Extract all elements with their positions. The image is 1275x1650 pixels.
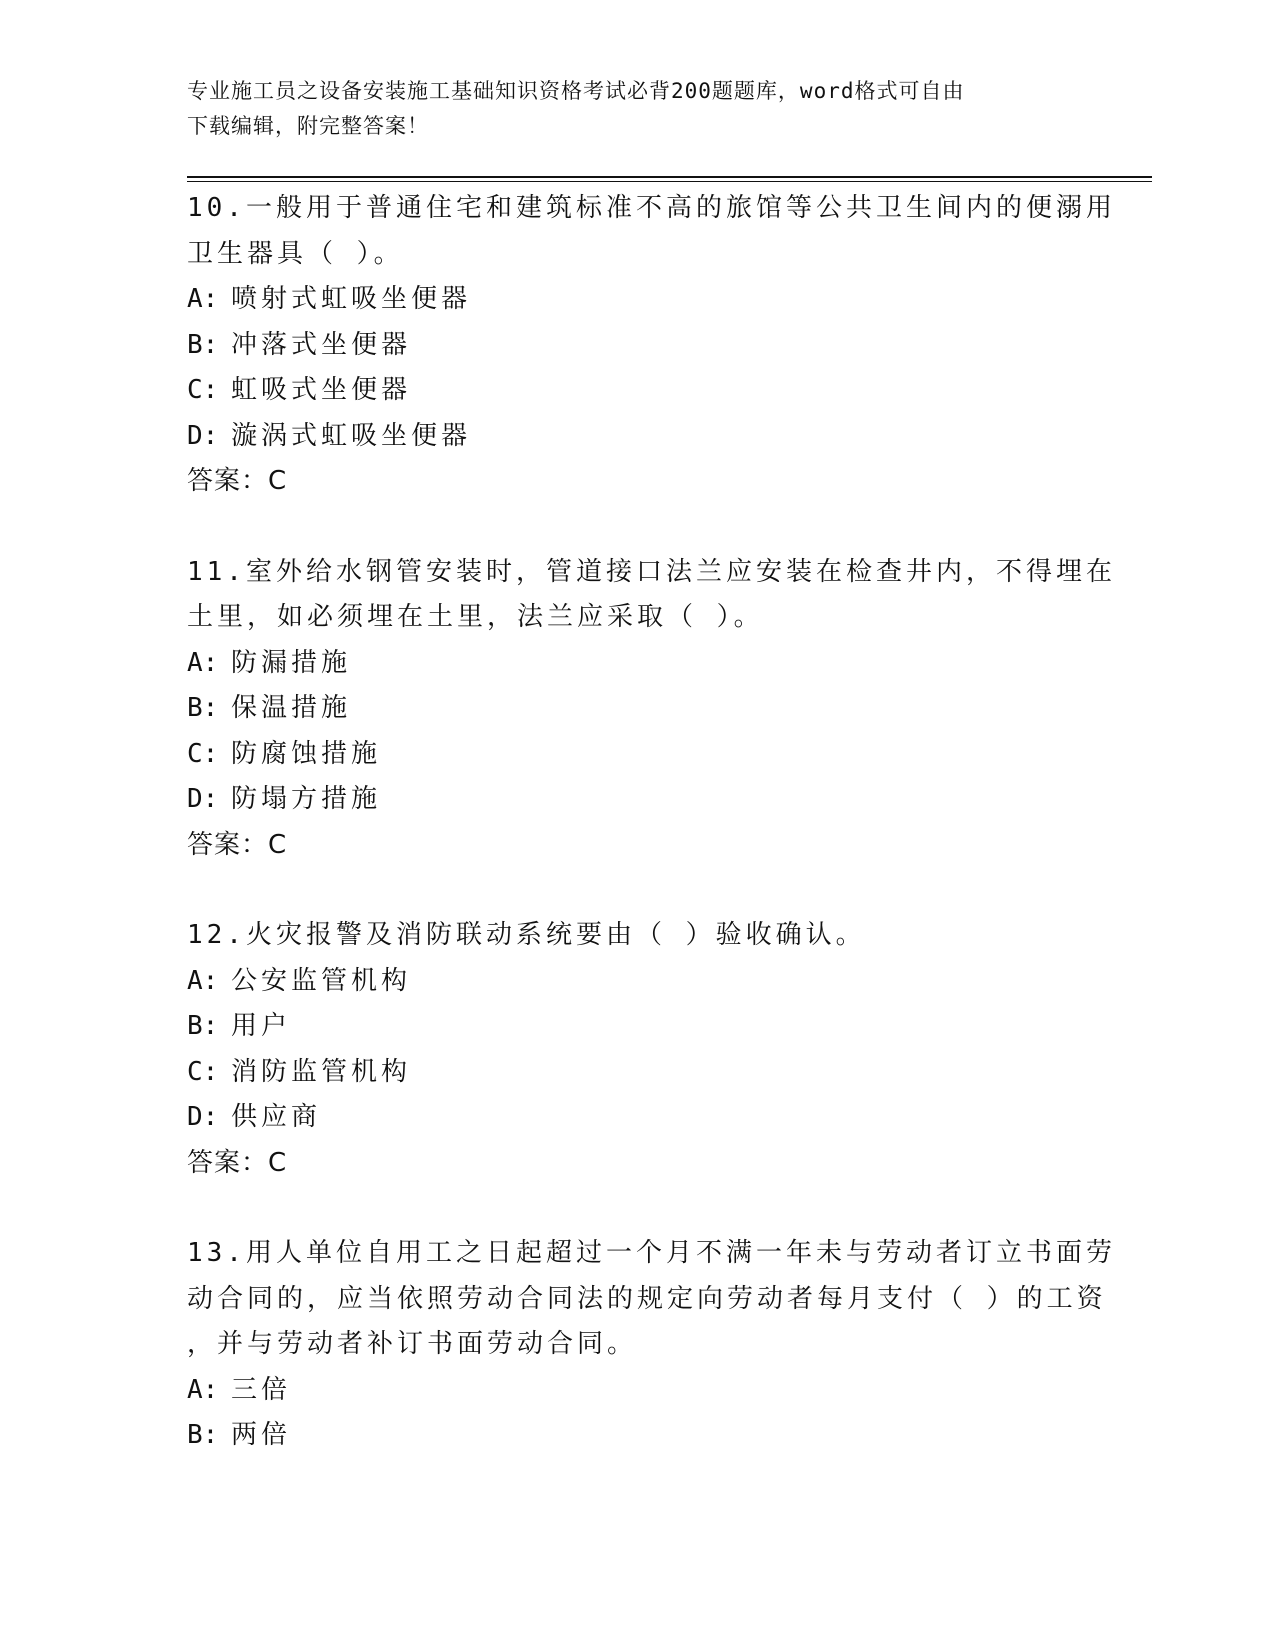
option-text: 供应商 [231, 1102, 322, 1132]
header-line-2: 下载编辑，附完整答案！ [187, 114, 429, 138]
answer-line: 答案：C [187, 466, 288, 496]
option-text: 虹吸式坐便器 [231, 375, 412, 405]
header-divider-thin [187, 181, 1152, 182]
question-12 [187, 913, 1087, 1186]
option-letter: B: [187, 1420, 219, 1450]
question-11 [187, 550, 1116, 869]
option-d [187, 414, 1087, 460]
option-letter: D: [187, 784, 219, 814]
answer-line: 答案：C [187, 829, 288, 860]
question-text [187, 913, 1087, 959]
option-letter: C: [187, 1056, 219, 1087]
question-13 [187, 1231, 1116, 1459]
question-10 [187, 186, 1116, 505]
option-text: 保温措施 [231, 693, 352, 723]
question-list [187, 186, 1116, 1459]
header-line-1: 专业施工员之设备安装施工基础知识资格考试必背200题题库，word格式可自由 [187, 79, 965, 103]
option-letter: C: [187, 738, 219, 769]
option-text: 防腐蚀措施 [231, 738, 382, 769]
question-text-line: 动合同的，应当依照劳动合同法的规定向劳动者每月支付（ ）的工资 [187, 1283, 1107, 1314]
question-text-line: 卫生器具（ ）。 [187, 238, 404, 269]
option-text: 用户 [231, 1011, 292, 1041]
question-text-line: 13.用人单位自用工之日起超过一个月不满一年未与劳动者订立书面劳 [187, 1238, 1116, 1268]
header-divider-thick [187, 176, 1152, 178]
option-text: 喷射式虹吸坐便器 [231, 284, 472, 314]
option-letter: C: [187, 375, 219, 405]
option-b [187, 323, 1087, 369]
option-a [187, 277, 1087, 323]
question-text-line: 12.火灾报警及消防联动系统要由（ ）验收确认。 [187, 920, 866, 950]
option-text: 公安监管机构 [231, 965, 412, 996]
question-text [187, 1231, 1116, 1368]
option-letter: A: [187, 1374, 219, 1405]
option-letter: B: [187, 329, 219, 360]
answer-line: 答案：C [187, 1147, 288, 1178]
option-letter: B: [187, 693, 219, 723]
option-letter: A: [187, 647, 219, 678]
option-a [187, 959, 1087, 1005]
option-text: 漩涡式虹吸坐便器 [231, 420, 472, 451]
question-text-line: 土里，如必须埋在土里，法兰应采取（ ）。 [187, 602, 764, 632]
option-b [187, 1004, 1087, 1050]
option-text: 消防监管机构 [231, 1056, 412, 1087]
question-text-line: ，并与劳动者补订书面劳动合同。 [187, 1329, 638, 1359]
option-text: 冲落式坐便器 [231, 329, 412, 360]
option-letter: D: [187, 420, 219, 451]
option-letter: B: [187, 1011, 219, 1041]
option-text: 两倍 [231, 1420, 292, 1450]
question-text-line: 11.室外给水钢管安装时，管道接口法兰应安装在检查井内，不得埋在 [187, 556, 1116, 587]
question-text-line: 10.一般用于普通住宅和建筑标准不高的旅馆等公共卫生间内的便溺用 [187, 193, 1116, 223]
option-d [187, 1095, 1087, 1141]
option-a [187, 641, 1087, 687]
option-letter: A: [187, 284, 219, 314]
question-text [187, 186, 1116, 277]
option-letter: D: [187, 1102, 219, 1132]
question-text [187, 550, 1116, 641]
option-c [187, 732, 1087, 778]
option-c [187, 368, 1087, 414]
option-text: 防漏措施 [231, 647, 352, 678]
option-d [187, 777, 1087, 823]
option-b [187, 1413, 1087, 1459]
option-text: 防塌方措施 [231, 784, 382, 814]
option-c [187, 1050, 1087, 1096]
option-b [187, 686, 1087, 732]
document-header [187, 74, 1067, 144]
option-a [187, 1368, 1087, 1414]
option-text: 三倍 [231, 1374, 292, 1405]
option-letter: A: [187, 965, 219, 996]
